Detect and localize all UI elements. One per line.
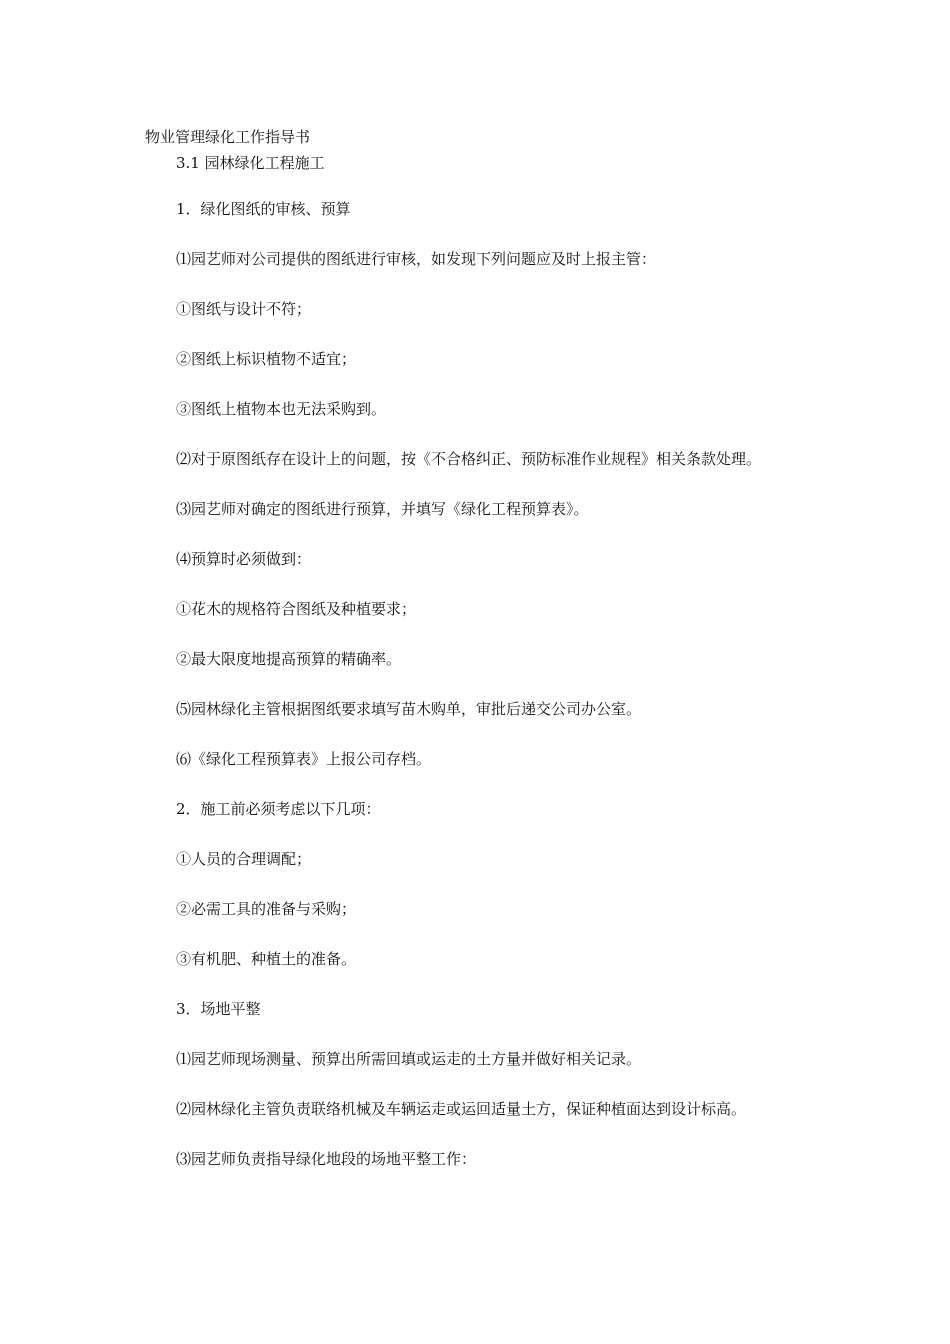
paragraph: ⑶园艺师对确定的图纸进行预算，并填写《绿化工程预算表》。 [176,500,589,518]
paragraph: ⑵园林绿化主管负责联络机械及车辆运走或运回适量土方，保证种植面达到设计标高。 [176,1100,747,1118]
list-item: ③图纸上植物本也无法采购到。 [176,400,387,418]
paragraph: ⑸园林绿化主管根据图纸要求填写苗木购单，审批后递交公司办公室。 [176,700,642,718]
list-item: ②必需工具的准备与采购； [176,900,357,918]
paragraph: ⑴园艺师对公司提供的图纸进行审核，如发现下列问题应及时上报主管： [176,250,657,268]
list-item: ①人员的合理调配； [176,850,312,868]
section-title: 3.1 园林绿化工程施工 [176,154,325,172]
paragraph: ⑹《绿化工程预算表》上报公司存档。 [176,750,432,768]
paragraph: ⑷预算时必须做到： [176,550,312,568]
list-item: ①花木的规格符合图纸及种植要求； [176,600,417,618]
heading-1: 1．绿化图纸的审核、预算 [176,200,351,218]
list-item: ②最大限度地提高预算的精确率。 [176,650,402,668]
list-item: ②图纸上标识植物不适宜； [176,350,357,368]
heading-3: 3．场地平整 [176,1000,261,1018]
list-item: ③有机肥、种植土的准备。 [176,950,357,968]
document-title: 物业管理绿化工作指导书 [145,128,311,146]
document-body [145,198,810,1198]
list-item: ①图纸与设计不符； [176,300,312,318]
paragraph: ⑶园艺师负责指导绿化地段的场地平整工作： [176,1150,477,1168]
heading-2: 2．施工前必须考虑以下几项： [176,800,381,818]
paragraph: ⑵对于原图纸存在设计上的问题，按《不合格纠正、预防标准作业规程》相关条款处理。 [176,450,762,468]
paragraph: ⑴园艺师现场测量、预算出所需回填或运走的土方量并做好相关记录。 [176,1050,642,1068]
